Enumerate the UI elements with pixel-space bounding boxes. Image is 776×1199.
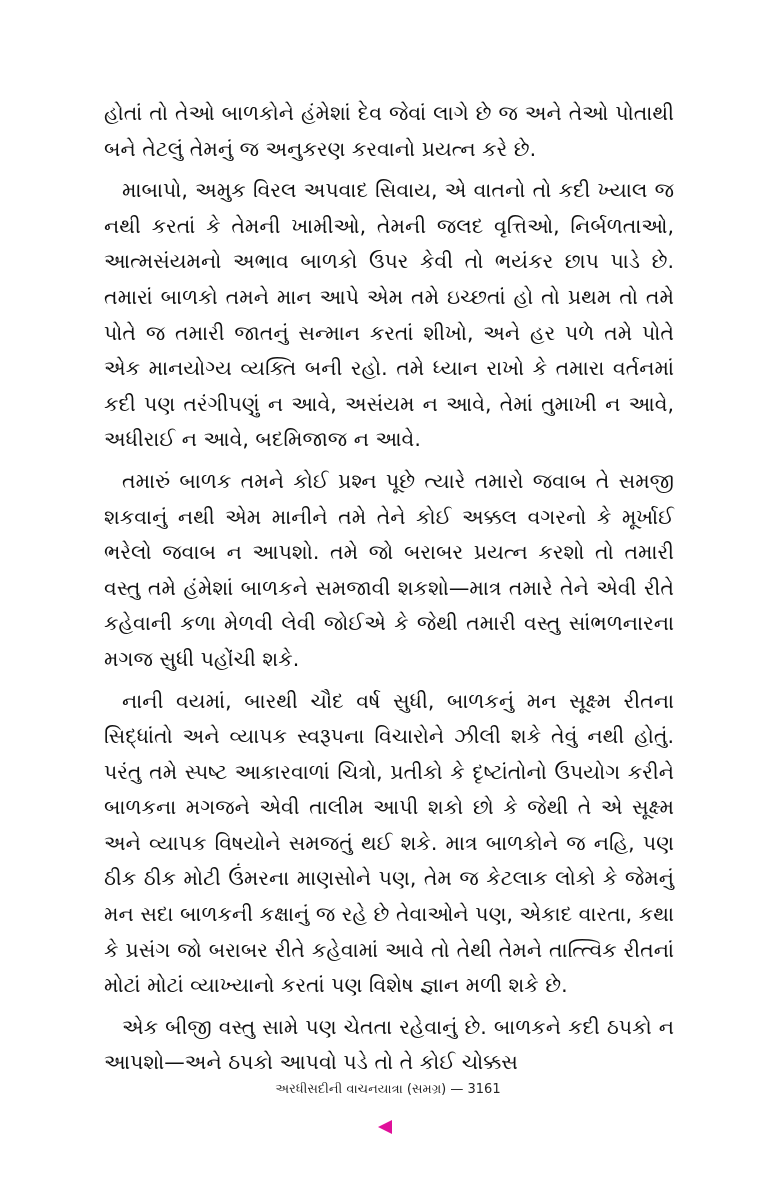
page-body	[104, 96, 674, 1081]
paragraph-3: તમારું બાળક તમને કોઈ પ્રશ્ન પૂછે ત્યારે તમારો જવાબ તે સમજી શકવાનું નથી એમ માનીને તમે તેને કોઈ અક્કલ વગરનો કે મૂર્ખાઈ ભરેલો જવાબ ન આપશો. તમે જો બરાબર પ્રયત્ન કરશો તો તમારી વસ્તુ તમે હંમેશાં બાળકને સમજાવી શકશો—માત્ર તમારે તેને એવી રીતે કહેવાની કળા મેળવી લેવી જોઈએ કે જેથી તમારી વસ્તુ સાંભળનારના મગજ સુધી પહોંચી શકે.	[104, 468, 674, 671]
page-footer: અરધીસદીની વાચનયાત્રા (સમગ્ર) — 3161	[275, 1082, 501, 1097]
paragraph-1: હોતાં તો તેઓ બાળકોને હંમેશાં દેવ જેવાં લાગે છે જ અને તેઓ પોતાથી બને તેટલું તેમનું જ અનુકરણ કરવાનો પ્રયત્ન કરે છે.	[104, 101, 674, 161]
paragraph-2: માબાપો, અમુક વિરલ અપવાદ સિવાય, એ વાતનો તો કદી ખ્યાલ જ નથી કરતાં કે તેમની ખામીઓ, તેમની જલદ વૃત્તિઓ, નિર્બળતાઓ, આત્મસંયમનો અભાવ બાળકો ઉપર કેવી તો ભયંકર છાપ પાડે છે. તમારાં બાળકો તમને માન આપે એમ તમે ઇચ્છતાં હો તો પ્રથમ તો તમે પોતે જ તમારી જાતનું સન્માન કરતાં શીખો, અને હર પળે તમે પોતે એક માનયોગ્ય વ્યક્તિ બની રહો. તમે ધ્યાન રાખો કે તમારા વર્તનમાં કદી પણ તરંગીપણું ન આવે, અસંયમ ન આવે, તેમાં તુમાખી ન આવે, અધીરાઈ ન આવે, બદમિજાજ ન આવે.	[104, 178, 674, 452]
previous-page-arrow-icon[interactable]	[378, 1120, 392, 1134]
paragraph-4: નાની વયમાં, બારથી ચૌદ વર્ષ સુધી, બાળકનું મન સૂક્ષ્મ રીતના સિદ્ધાંતો અને વ્યાપક સ્વરૂપના વિચારોને ઝીલી શકે તેવું નથી હોતું. પરંતુ તમે સ્પષ્ટ આકારવાળાં ચિત્રો, પ્રતીકો કે દૃષ્ટાંતોનો ઉપયોગ કરીને બાળકના મગજને એવી તાલીમ આપી શકો છો કે જેથી તે એ સૂક્ષ્મ અને વ્યાપક વિષયોને સમજતું થઈ શકે. માત્ર બાળકોને જ નહિ, પણ ઠીક ઠીક મોટી ઉંમરના માણસોને પણ, તેમ જ કેટલાક લોકો કે જેમનું મન સદા બાળકની કક્ષાનું જ રહે છે તેવાઓને પણ, એકાદ વારતા, કથા કે પ્રસંગ જો બરાબર રીતે કહેવામાં આવે તો તેથી તેમને તાત્ત્વિક રીતનાં મોટાં મોટાં વ્યાખ્યાનો કરતાં પણ વિશેષ જ્ઞાન મળી શકે છે.	[104, 688, 674, 998]
paragraph-5: એક બીજી વસ્તુ સામે પણ ચેતતા રહેવાનું છે. બાળકને કદી ઠપકો ન આપશો—અને ઠપકો આપવો પડે તો તે કોઈ ચોક્કસ	[104, 1014, 674, 1075]
